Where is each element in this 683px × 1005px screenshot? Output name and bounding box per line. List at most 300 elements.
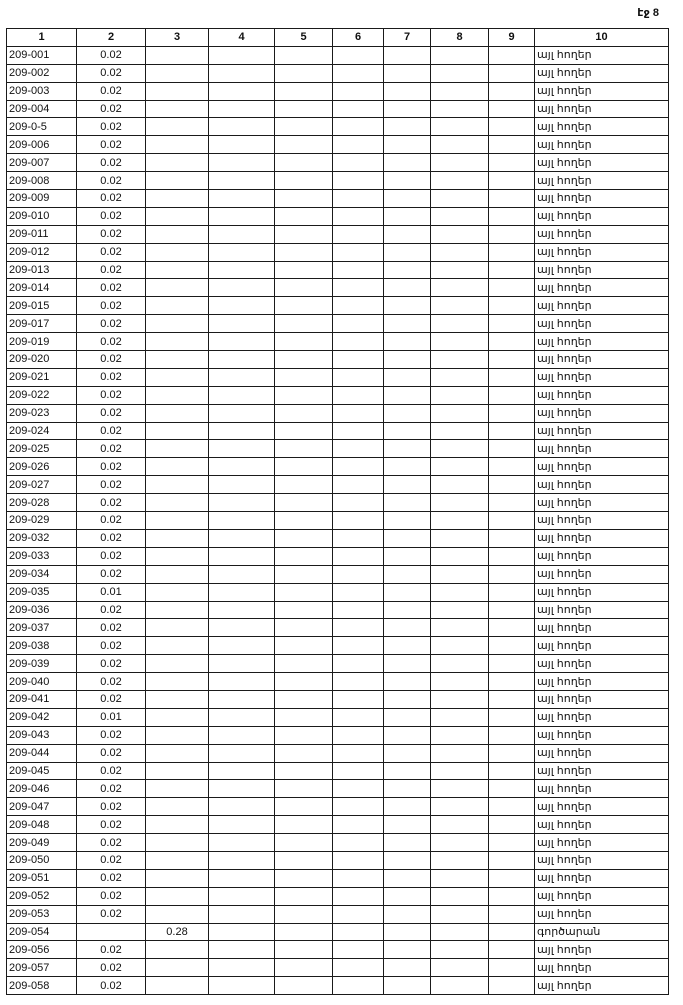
empty-cell <box>384 315 431 333</box>
table-row <box>7 351 669 369</box>
column-3-cell <box>146 154 209 172</box>
empty-cell <box>209 225 275 243</box>
empty-cell <box>209 440 275 458</box>
land-use-cell: այլ հողեր <box>535 100 669 118</box>
empty-cell <box>384 512 431 530</box>
empty-cell <box>333 351 384 369</box>
table-row <box>7 386 669 404</box>
land-use-cell: այլ հողեր <box>535 118 669 136</box>
empty-cell <box>275 225 333 243</box>
empty-cell <box>333 172 384 190</box>
land-use-cell: այլ հողեր <box>535 315 669 333</box>
empty-cell <box>489 798 535 816</box>
column-header: 8 <box>431 29 489 47</box>
empty-cell <box>384 404 431 422</box>
land-use-cell: այլ հողեր <box>535 82 669 100</box>
empty-cell <box>209 887 275 905</box>
empty-cell <box>384 690 431 708</box>
parcel-id-cell: 209-033 <box>7 547 77 565</box>
empty-cell <box>489 869 535 887</box>
area-cell: 0.02 <box>77 154 146 172</box>
column-header: 5 <box>275 29 333 47</box>
empty-cell <box>384 708 431 726</box>
area-cell: 0.02 <box>77 905 146 923</box>
parcel-id-cell: 209-003 <box>7 82 77 100</box>
column-header: 3 <box>146 29 209 47</box>
area-cell: 0.02 <box>77 297 146 315</box>
empty-cell <box>209 529 275 547</box>
empty-cell <box>333 118 384 136</box>
area-cell: 0.02 <box>77 834 146 852</box>
empty-cell <box>431 798 489 816</box>
empty-cell <box>275 637 333 655</box>
empty-cell <box>209 637 275 655</box>
table-row <box>7 941 669 959</box>
empty-cell <box>384 798 431 816</box>
empty-cell <box>275 154 333 172</box>
empty-cell <box>209 744 275 762</box>
parcel-id-cell: 209-024 <box>7 422 77 440</box>
table-row <box>7 207 669 225</box>
empty-cell <box>333 726 384 744</box>
empty-cell <box>209 243 275 261</box>
parcel-id-cell: 209-054 <box>7 923 77 941</box>
land-use-cell: այլ հողեր <box>535 977 669 995</box>
area-cell: 0.02 <box>77 726 146 744</box>
parcel-id-cell: 209-004 <box>7 100 77 118</box>
parcel-id-cell: 209-0-5 <box>7 118 77 136</box>
empty-cell <box>275 476 333 494</box>
empty-cell <box>275 136 333 154</box>
empty-cell <box>209 368 275 386</box>
empty-cell <box>275 869 333 887</box>
parcel-id-cell: 209-010 <box>7 207 77 225</box>
area-cell: 0.02 <box>77 368 146 386</box>
empty-cell <box>489 351 535 369</box>
land-use-cell: այլ հողեր <box>535 798 669 816</box>
empty-cell <box>333 136 384 154</box>
column-3-cell <box>146 190 209 208</box>
parcel-id-cell: 209-028 <box>7 494 77 512</box>
empty-cell <box>275 673 333 691</box>
empty-cell <box>384 923 431 941</box>
empty-cell <box>275 726 333 744</box>
empty-cell <box>384 225 431 243</box>
parcel-id-cell: 209-002 <box>7 64 77 82</box>
column-3-cell <box>146 315 209 333</box>
empty-cell <box>275 46 333 64</box>
empty-cell <box>209 422 275 440</box>
table-row <box>7 637 669 655</box>
empty-cell <box>333 368 384 386</box>
column-3-cell <box>146 494 209 512</box>
table-row <box>7 887 669 905</box>
empty-cell <box>275 386 333 404</box>
land-use-cell: այլ հողեր <box>535 64 669 82</box>
empty-cell <box>275 64 333 82</box>
empty-cell <box>431 100 489 118</box>
empty-cell <box>489 243 535 261</box>
empty-cell <box>489 601 535 619</box>
empty-cell <box>275 547 333 565</box>
land-use-cell: այլ հողեր <box>535 905 669 923</box>
parcel-id-cell: 209-032 <box>7 529 77 547</box>
empty-cell <box>431 619 489 637</box>
empty-cell <box>431 941 489 959</box>
area-cell: 0.01 <box>77 708 146 726</box>
table-row <box>7 565 669 583</box>
empty-cell <box>431 583 489 601</box>
empty-cell <box>333 977 384 995</box>
empty-cell <box>489 959 535 977</box>
empty-cell <box>333 404 384 422</box>
empty-cell <box>333 440 384 458</box>
empty-cell <box>431 404 489 422</box>
column-3-cell <box>146 851 209 869</box>
empty-cell <box>384 172 431 190</box>
land-use-cell: այլ հողեր <box>535 762 669 780</box>
empty-cell <box>275 529 333 547</box>
empty-cell <box>489 476 535 494</box>
empty-cell <box>384 82 431 100</box>
empty-cell <box>431 315 489 333</box>
land-use-cell: այլ հողեր <box>535 601 669 619</box>
empty-cell <box>333 190 384 208</box>
empty-cell <box>489 690 535 708</box>
empty-cell <box>489 333 535 351</box>
empty-cell <box>431 243 489 261</box>
empty-cell <box>275 315 333 333</box>
empty-cell <box>209 476 275 494</box>
parcel-id-cell: 209-042 <box>7 708 77 726</box>
empty-cell <box>333 458 384 476</box>
empty-cell <box>384 816 431 834</box>
empty-cell <box>431 547 489 565</box>
empty-cell <box>275 440 333 458</box>
empty-cell <box>275 207 333 225</box>
empty-cell <box>384 100 431 118</box>
column-3-cell <box>146 333 209 351</box>
parcel-id-cell: 209-048 <box>7 816 77 834</box>
column-3-cell: 0.28 <box>146 923 209 941</box>
empty-cell <box>209 82 275 100</box>
empty-cell <box>489 637 535 655</box>
area-cell: 0.02 <box>77 851 146 869</box>
column-3-cell <box>146 207 209 225</box>
empty-cell <box>333 923 384 941</box>
table-row <box>7 404 669 422</box>
empty-cell <box>275 512 333 530</box>
empty-cell <box>489 207 535 225</box>
empty-cell <box>489 440 535 458</box>
empty-cell <box>384 851 431 869</box>
empty-cell <box>384 619 431 637</box>
empty-cell <box>275 655 333 673</box>
empty-cell <box>333 816 384 834</box>
parcel-id-cell: 209-050 <box>7 851 77 869</box>
table-row <box>7 690 669 708</box>
land-use-cell: այլ հողեր <box>535 959 669 977</box>
area-cell: 0.02 <box>77 601 146 619</box>
land-use-cell: այլ հողեր <box>535 690 669 708</box>
land-use-cell: այլ հողեր <box>535 333 669 351</box>
table-row <box>7 744 669 762</box>
empty-cell <box>209 601 275 619</box>
column-3-cell <box>146 798 209 816</box>
empty-cell <box>209 351 275 369</box>
area-cell: 0.02 <box>77 333 146 351</box>
table-row <box>7 977 669 995</box>
column-3-cell <box>146 905 209 923</box>
empty-cell <box>333 64 384 82</box>
empty-cell <box>209 46 275 64</box>
empty-cell <box>209 655 275 673</box>
empty-cell <box>333 744 384 762</box>
empty-cell <box>384 386 431 404</box>
empty-cell <box>209 172 275 190</box>
column-3-cell <box>146 118 209 136</box>
land-use-cell: այլ հողեր <box>535 351 669 369</box>
empty-cell <box>333 708 384 726</box>
table-row <box>7 512 669 530</box>
empty-cell <box>489 673 535 691</box>
empty-cell <box>489 726 535 744</box>
column-header: 6 <box>333 29 384 47</box>
land-use-cell: այլ հողեր <box>535 637 669 655</box>
empty-cell <box>489 225 535 243</box>
empty-cell <box>333 243 384 261</box>
empty-cell <box>333 941 384 959</box>
table-row <box>7 118 669 136</box>
area-cell: 0.02 <box>77 690 146 708</box>
empty-cell <box>333 655 384 673</box>
land-use-cell: այլ հողեր <box>535 404 669 422</box>
area-cell: 0.02 <box>77 190 146 208</box>
parcel-id-cell: 209-043 <box>7 726 77 744</box>
empty-cell <box>489 368 535 386</box>
empty-cell <box>209 673 275 691</box>
empty-cell <box>384 118 431 136</box>
column-3-cell <box>146 744 209 762</box>
column-header: 4 <box>209 29 275 47</box>
table-row <box>7 100 669 118</box>
land-use-cell: այլ հողեր <box>535 494 669 512</box>
area-cell: 0.02 <box>77 458 146 476</box>
empty-cell <box>209 190 275 208</box>
empty-cell <box>431 601 489 619</box>
table-row <box>7 440 669 458</box>
land-use-cell: այլ հողեր <box>535 458 669 476</box>
empty-cell <box>431 744 489 762</box>
table-row <box>7 494 669 512</box>
empty-cell <box>384 673 431 691</box>
area-cell <box>77 923 146 941</box>
area-cell: 0.02 <box>77 225 146 243</box>
empty-cell <box>209 923 275 941</box>
empty-cell <box>209 941 275 959</box>
area-cell: 0.02 <box>77 887 146 905</box>
area-cell: 0.02 <box>77 529 146 547</box>
empty-cell <box>489 154 535 172</box>
column-3-cell <box>146 368 209 386</box>
parcel-id-cell: 209-015 <box>7 297 77 315</box>
empty-cell <box>209 261 275 279</box>
parcel-id-cell: 209-034 <box>7 565 77 583</box>
area-cell: 0.02 <box>77 422 146 440</box>
table-row <box>7 297 669 315</box>
table-row <box>7 959 669 977</box>
empty-cell <box>489 172 535 190</box>
land-use-cell: այլ հողեր <box>535 869 669 887</box>
empty-cell <box>275 619 333 637</box>
area-cell: 0.02 <box>77 512 146 530</box>
empty-cell <box>275 744 333 762</box>
land-use-cell: այլ հողեր <box>535 422 669 440</box>
land-use-cell: այլ հողեր <box>535 744 669 762</box>
parcel-id-cell: 209-039 <box>7 655 77 673</box>
parcel-id-cell: 209-044 <box>7 744 77 762</box>
empty-cell <box>384 565 431 583</box>
empty-cell <box>489 834 535 852</box>
empty-cell <box>431 905 489 923</box>
empty-cell <box>209 100 275 118</box>
parcel-id-cell: 209-017 <box>7 315 77 333</box>
parcel-id-cell: 209-019 <box>7 333 77 351</box>
empty-cell <box>209 726 275 744</box>
empty-cell <box>209 851 275 869</box>
empty-cell <box>431 655 489 673</box>
table-row <box>7 816 669 834</box>
table-row <box>7 547 669 565</box>
empty-cell <box>384 529 431 547</box>
land-use-cell: այլ հողեր <box>535 583 669 601</box>
column-3-cell <box>146 243 209 261</box>
empty-cell <box>209 583 275 601</box>
empty-cell <box>333 565 384 583</box>
column-3-cell <box>146 440 209 458</box>
column-3-cell <box>146 583 209 601</box>
column-3-cell <box>146 619 209 637</box>
column-3-cell <box>146 690 209 708</box>
empty-cell <box>384 494 431 512</box>
empty-cell <box>431 368 489 386</box>
table-row <box>7 154 669 172</box>
parcel-id-cell: 209-023 <box>7 404 77 422</box>
parcel-id-cell: 209-053 <box>7 905 77 923</box>
empty-cell <box>431 726 489 744</box>
land-use-cell: այլ հողեր <box>535 225 669 243</box>
empty-cell <box>489 297 535 315</box>
empty-cell <box>275 941 333 959</box>
empty-cell <box>489 100 535 118</box>
column-3-cell <box>146 708 209 726</box>
parcel-id-cell: 209-056 <box>7 941 77 959</box>
empty-cell <box>489 977 535 995</box>
area-cell: 0.02 <box>77 941 146 959</box>
empty-cell <box>384 744 431 762</box>
empty-cell <box>489 583 535 601</box>
area-cell: 0.02 <box>77 798 146 816</box>
area-cell: 0.02 <box>77 243 146 261</box>
table-row <box>7 136 669 154</box>
empty-cell <box>333 422 384 440</box>
parcel-id-cell: 209-057 <box>7 959 77 977</box>
parcel-id-cell: 209-026 <box>7 458 77 476</box>
table-row <box>7 225 669 243</box>
empty-cell <box>384 547 431 565</box>
empty-cell <box>384 351 431 369</box>
land-use-cell: այլ հողեր <box>535 190 669 208</box>
empty-cell <box>333 673 384 691</box>
column-3-cell <box>146 565 209 583</box>
empty-cell <box>275 708 333 726</box>
column-3-cell <box>146 64 209 82</box>
empty-cell <box>209 512 275 530</box>
area-cell: 0.02 <box>77 64 146 82</box>
table-row <box>7 798 669 816</box>
empty-cell <box>489 82 535 100</box>
empty-cell <box>209 762 275 780</box>
column-3-cell <box>146 959 209 977</box>
empty-cell <box>431 225 489 243</box>
area-cell: 0.02 <box>77 494 146 512</box>
empty-cell <box>333 207 384 225</box>
table-row <box>7 458 669 476</box>
area-cell: 0.02 <box>77 619 146 637</box>
empty-cell <box>431 261 489 279</box>
empty-cell <box>384 941 431 959</box>
empty-cell <box>384 780 431 798</box>
empty-cell <box>431 529 489 547</box>
empty-cell <box>275 798 333 816</box>
empty-cell <box>431 333 489 351</box>
empty-cell <box>275 780 333 798</box>
land-use-cell: այլ հողեր <box>535 243 669 261</box>
parcel-id-cell: 209-012 <box>7 243 77 261</box>
empty-cell <box>333 46 384 64</box>
empty-cell <box>333 851 384 869</box>
parcel-id-cell: 209-001 <box>7 46 77 64</box>
table-row <box>7 422 669 440</box>
empty-cell <box>209 959 275 977</box>
empty-cell <box>489 655 535 673</box>
empty-cell <box>209 458 275 476</box>
empty-cell <box>431 887 489 905</box>
empty-cell <box>489 744 535 762</box>
area-cell: 0.02 <box>77 673 146 691</box>
land-use-cell: գործարան <box>535 923 669 941</box>
land-use-cell: այլ հողեր <box>535 887 669 905</box>
empty-cell <box>384 959 431 977</box>
empty-cell <box>209 547 275 565</box>
table-row <box>7 64 669 82</box>
empty-cell <box>275 762 333 780</box>
column-3-cell <box>146 637 209 655</box>
column-3-cell <box>146 512 209 530</box>
table-row <box>7 82 669 100</box>
empty-cell <box>275 816 333 834</box>
area-cell: 0.02 <box>77 315 146 333</box>
table-row <box>7 780 669 798</box>
area-cell: 0.02 <box>77 565 146 583</box>
empty-cell <box>431 118 489 136</box>
empty-cell <box>431 207 489 225</box>
area-cell: 0.02 <box>77 440 146 458</box>
table-row <box>7 726 669 744</box>
empty-cell <box>209 494 275 512</box>
empty-cell <box>275 583 333 601</box>
land-use-cell: այլ հողեր <box>535 172 669 190</box>
